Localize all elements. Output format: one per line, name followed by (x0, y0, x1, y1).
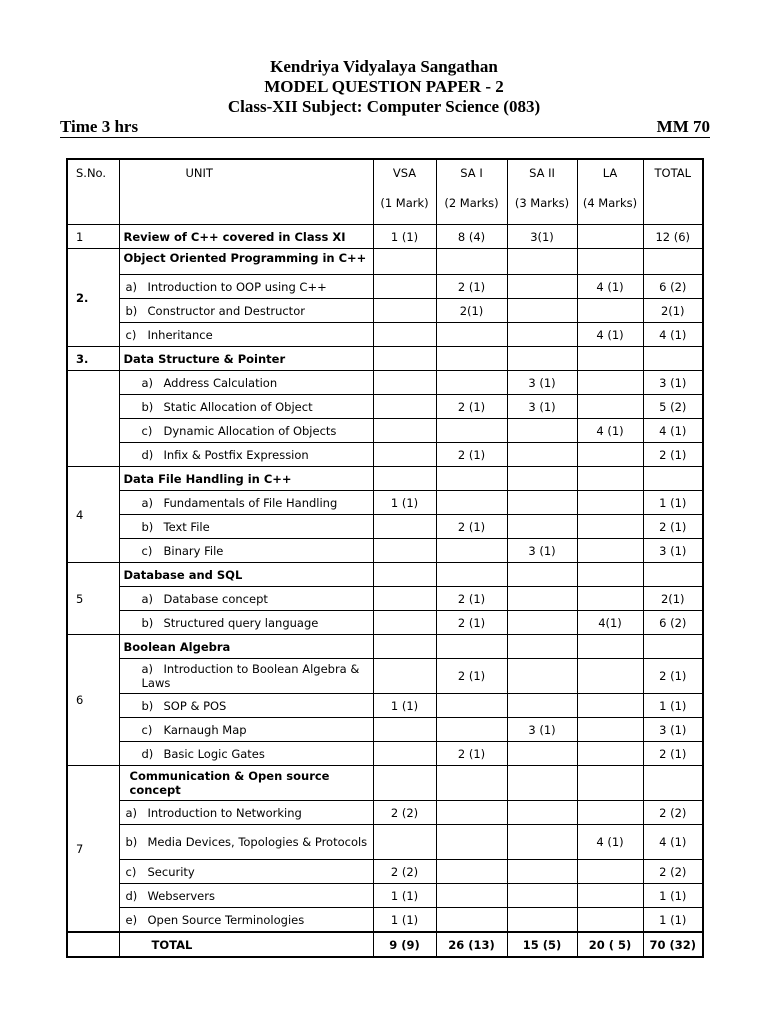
unit-title: Data File Handling in C++ (119, 467, 373, 491)
unit-title-row (67, 766, 703, 801)
total-total: 70 (32) (643, 932, 703, 957)
maximum-marks: MM 70 (656, 117, 710, 136)
table-row: b) Static Allocation of Object 2 (1) 3 (1) 5 (2) (67, 395, 703, 419)
unit-number: 5 (67, 563, 119, 635)
total-row (67, 932, 703, 957)
table-row: e) Open Source Terminologies 1 (1) 1 (1) (67, 908, 703, 933)
col-sno: S.No. (67, 159, 119, 225)
topic: b) Constructor and Destructor (119, 299, 373, 323)
table-row: a) Introduction to Networking 2 (2) 2 (2) (67, 801, 703, 825)
topic: c) Inheritance (119, 323, 373, 347)
col-sa2: SA II (3 Marks) (507, 159, 577, 225)
topic: a) Introduction to OOP using C++ (119, 275, 373, 299)
cell-sa1: 8 (4) (436, 225, 507, 249)
unit-number: 6 (67, 635, 119, 766)
table-row: b) Text File 2 (1) 2 (1) (67, 515, 703, 539)
table-row: b) Media Devices, Topologies & Protocols 4 (1) 4 (1) (67, 825, 703, 860)
topic: c) Security (119, 860, 373, 884)
total-vsa: 9 (9) (373, 932, 436, 957)
total-sa2: 15 (5) (507, 932, 577, 957)
unit-title: Database and SQL (119, 563, 373, 587)
table-row: a) Introduction to OOP using C++ 2 (1) 4 (1) 6 (2) (67, 275, 703, 299)
col-sa1: SA I (2 Marks) (436, 159, 507, 225)
school-name: Kendriya Vidyalaya Sangathan (270, 57, 498, 76)
table-row: b) Structured query language 2 (1) 4(1) 6 (2) (67, 611, 703, 635)
unit-number: 1 (67, 225, 119, 249)
unit-number: 4 (67, 467, 119, 563)
cell-total: 12 (6) (643, 225, 703, 249)
topic: a) Address Calculation (119, 371, 373, 395)
unit-title-row (67, 563, 703, 587)
cell-la (577, 225, 643, 249)
topic: a) Database concept (119, 587, 373, 611)
total-la: 20 ( 5) (577, 932, 643, 957)
unit-title: Object Oriented Programming in C++ (119, 249, 373, 275)
table-row: d) Infix & Postfix Expression 2 (1) 2 (1) (67, 443, 703, 467)
table-row: b) Constructor and Destructor 2(1) 2(1) (67, 299, 703, 323)
table-row: c) Dynamic Allocation of Objects 4 (1) 4 (1) (67, 419, 703, 443)
topic: c) Karnaugh Map (119, 718, 373, 742)
table-row: a) Fundamentals of File Handling 1 (1) 1 (1) (67, 491, 703, 515)
cell-sa2: 3(1) (507, 225, 577, 249)
table-row: c) Security 2 (2) 2 (2) (67, 860, 703, 884)
unit-title-row (67, 635, 703, 659)
topic: b) Media Devices, Topologies & Protocols (119, 825, 373, 860)
topic: d) Basic Logic Gates (119, 742, 373, 766)
table-row: c) Binary File 3 (1) 3 (1) (67, 539, 703, 563)
unit-title: Boolean Algebra (119, 635, 373, 659)
unit-title-row (67, 347, 703, 371)
table-row: d) Basic Logic Gates 2 (1) 2 (1) (67, 742, 703, 766)
unit-title-row (67, 467, 703, 491)
topic: d) Infix & Postfix Expression (119, 443, 373, 467)
topic: c) Dynamic Allocation of Objects (119, 419, 373, 443)
header-row (67, 159, 703, 225)
cell-vsa: 1 (1) (373, 225, 436, 249)
topic: d) Webservers (119, 884, 373, 908)
topic: e) Open Source Terminologies (119, 908, 373, 933)
col-vsa: VSA (1 Mark) (373, 159, 436, 225)
table-row: a) Database concept 2 (1) 2(1) (67, 587, 703, 611)
topic: a) Fundamentals of File Handling (119, 491, 373, 515)
table-row: a) Introduction to Boolean Algebra & Laws 2 (1) 2 (1) (67, 659, 703, 694)
col-unit: UNIT (119, 159, 373, 225)
unit-title: Review of C++ covered in Class XI (119, 225, 373, 249)
unit-number: 2. (67, 249, 119, 347)
topic: b) Text File (119, 515, 373, 539)
total-label: TOTAL (119, 932, 373, 957)
table-row: a) Address Calculation 3 (1) 3 (1) (67, 371, 703, 395)
table-row: c) Karnaugh Map 3 (1) 3 (1) (67, 718, 703, 742)
topic: a) Introduction to Networking (119, 801, 373, 825)
class-subject: Class-XII Subject: Computer Science (083) (227, 97, 541, 116)
paper-title: MODEL QUESTION PAPER - 2 (264, 77, 504, 96)
unit-number: 3. (67, 347, 119, 371)
unit-title: Data Structure & Pointer (119, 347, 373, 371)
col-la: LA (4 Marks) (577, 159, 643, 225)
table-row: d) Webservers 1 (1) 1 (1) (67, 884, 703, 908)
table-row (67, 225, 703, 249)
topic: b) Static Allocation of Object (119, 395, 373, 419)
header-divider (60, 137, 710, 138)
topic: b) SOP & POS (119, 694, 373, 718)
topic: a) Introduction to Boolean Algebra & Laws (119, 659, 373, 694)
topic: b) Structured query language (119, 611, 373, 635)
marks-distribution-table (66, 158, 704, 958)
topic: c) Binary File (119, 539, 373, 563)
table-row: b) SOP & POS 1 (1) 1 (1) (67, 694, 703, 718)
table-row: c) Inheritance 4 (1) 4 (1) (67, 323, 703, 347)
col-total: TOTAL (643, 159, 703, 225)
time-allowed: Time 3 hrs (60, 117, 139, 136)
unit-title: Communication & Open source concept (119, 766, 373, 801)
unit-number: 7 (67, 766, 119, 933)
total-sa1: 26 (13) (436, 932, 507, 957)
unit-title-row (67, 249, 703, 275)
